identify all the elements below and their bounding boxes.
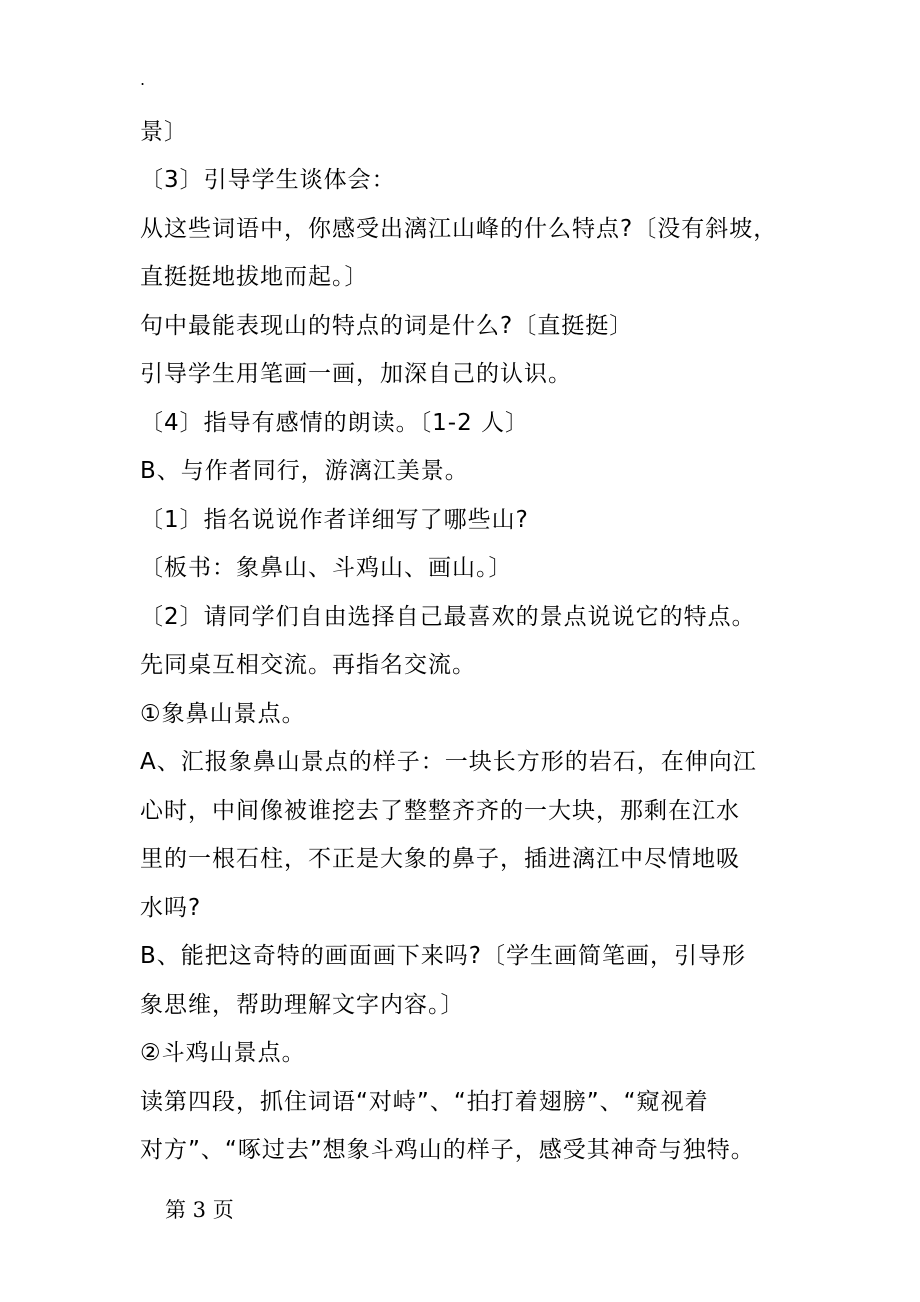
- text-line-18: B、能把这奇特的画面画下来吗?〔学生画简笔画，引导形: [140, 943, 746, 969]
- text-line-11: 〔2〕请同学们自由选择自己最喜欢的景点说说它的特点。: [140, 604, 756, 630]
- text-line-10: 〔板书：象鼻山、斗鸡山、画山。〕: [140, 555, 513, 581]
- text-line-17: 水吗?: [140, 895, 202, 921]
- text-line-15: 心时，中间像被谁挖去了整整齐齐的一大块，那剩在江水: [140, 798, 740, 824]
- text-line-12: 先同桌互相交流。再指名交流。: [140, 652, 476, 678]
- text-line-1: 景〕: [140, 119, 188, 145]
- header-dot: .: [140, 70, 146, 89]
- text-line-7: 〔4〕指导有感情的朗读。〔1-2 人〕: [140, 410, 530, 436]
- page-number: 第 3 页: [165, 1198, 234, 1222]
- text-line-9: 〔1〕指名说说作者详细写了哪些山?: [140, 507, 529, 533]
- text-line-16: 里的一根石柱，不正是大象的鼻子，插进漓江中尽情地吸: [140, 846, 740, 872]
- text-line-8: B、与作者同行，游漓江美景。: [140, 458, 469, 484]
- text-line-2: 〔3〕引导学生谈体会：: [140, 167, 396, 193]
- text-line-5: 句中最能表现山的特点的词是什么?〔直挺挺〕: [140, 313, 634, 339]
- text-line-13: ①象鼻山景点。: [140, 701, 306, 727]
- text-line-19: 象思维，帮助理解文字内容。〕: [140, 992, 465, 1018]
- text-line-4: 直挺挺地拔地而起。〕: [140, 264, 369, 290]
- text-line-21: 读第四段，抓住词语“对峙”、“拍打着翅膀”、“窥视着: [140, 1089, 709, 1115]
- text-line-14: A、汇报象鼻山景点的样子：一块长方形的岩石，在伸向江: [140, 749, 757, 775]
- text-line-6: 引导学生用笔画一画，加深自己的认识。: [140, 361, 572, 387]
- text-line-20: ②斗鸡山景点。: [140, 1040, 306, 1066]
- text-line-22: 对方”、“啄过去”想象斗鸡山的样子，感受其神奇与独特。: [140, 1137, 755, 1163]
- text-line-3: 从这些词语中，你感受出漓江山峰的什么特点?〔没有斜坡，: [140, 216, 778, 242]
